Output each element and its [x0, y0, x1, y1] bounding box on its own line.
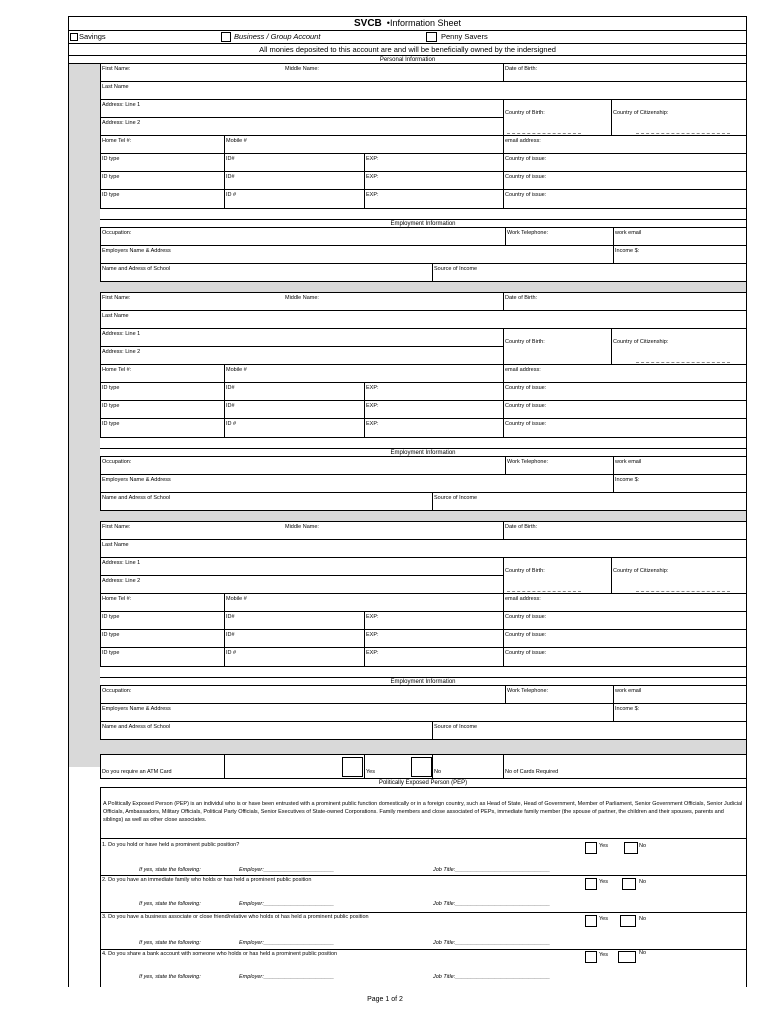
home-tel-label: Home Tel #: — [102, 367, 132, 373]
last-name-field[interactable] — [101, 311, 747, 328]
address-line-2-label: Address: Line 2 — [102, 349, 141, 355]
id-exp-label: EXP: — [366, 385, 379, 391]
country-of-citizenship-label: Country of Citizenship: — [613, 339, 669, 345]
id-type-field[interactable] — [101, 612, 224, 629]
country-of-issue-label: Country of issue: — [505, 156, 547, 162]
pep-q3-employer-field[interactable]: Employer:_______________________ — [239, 940, 335, 946]
id-number-field[interactable] — [224, 383, 364, 400]
id-exp-field[interactable] — [364, 190, 503, 208]
mobile-label: Mobile # — [226, 367, 247, 373]
id-number-label: ID # — [226, 192, 237, 198]
pep-q1-job-title-field[interactable]: Job Title:_______________________________ — [433, 867, 551, 873]
pep-q1-text: 1. Do you hold or have held a prominent public position? — [102, 842, 240, 848]
id-exp-field[interactable] — [364, 401, 503, 418]
country-of-issue-label: Country of issue: — [505, 403, 547, 409]
school-field[interactable] — [101, 722, 432, 739]
country-of-issue-field[interactable] — [503, 612, 747, 629]
atm-no-cell — [432, 755, 503, 778]
id-number-field[interactable] — [224, 419, 364, 437]
work-telephone-label: Work Telephone: — [507, 688, 549, 694]
id-number-label: ID# — [226, 156, 235, 162]
country-of-issue-field[interactable] — [503, 172, 747, 189]
income-field[interactable] — [613, 475, 747, 492]
id-exp-label: EXP: — [366, 614, 379, 620]
id-number-field[interactable] — [224, 612, 364, 629]
country-of-issue-label: Country of issue: — [505, 632, 547, 638]
country-of-citizenship-label: Country of Citizenship: — [613, 110, 669, 116]
home-tel-field[interactable] — [101, 365, 224, 382]
work-email-field[interactable] — [613, 686, 747, 703]
id-exp-label: EXP: — [366, 192, 379, 198]
applicant-1-employment — [100, 228, 746, 282]
title-bank-name: SVCB — [353, 18, 382, 29]
employer-label: Employers Name & Address — [102, 248, 171, 254]
occupation-field[interactable] — [101, 228, 505, 245]
middle-name-label: Middle Name: — [285, 295, 319, 301]
income-field[interactable] — [613, 246, 747, 263]
country-of-issue-label: Country of issue: — [505, 385, 547, 391]
middle-name-label: Middle Name: — [285, 66, 319, 72]
work-email-field[interactable] — [613, 228, 747, 245]
pep-q3-yes-label: Yes — [599, 916, 608, 922]
pep-q4-employer-field[interactable]: Employer:_______________________ — [239, 974, 335, 980]
source-of-income-field[interactable] — [432, 493, 747, 510]
applicant-2-employment — [100, 457, 746, 511]
pep-q2-no-checkbox[interactable] — [622, 878, 636, 890]
address-line-1-label: Address: Line 1 — [102, 102, 141, 108]
occupation-label: Occupation: — [102, 459, 132, 465]
id-number-label: ID# — [226, 403, 235, 409]
middle-name-field[interactable] — [284, 522, 484, 539]
applicant-3-employment — [100, 686, 746, 740]
employer-label: Employers Name & Address — [102, 477, 171, 483]
title-bullet: • — [384, 18, 390, 28]
mobile-field[interactable] — [224, 594, 503, 611]
pep-q4-no-checkbox[interactable] — [618, 951, 636, 963]
id-exp-field[interactable] — [364, 648, 503, 666]
cards-required-field[interactable] — [503, 755, 747, 778]
id-type-field[interactable] — [101, 383, 224, 400]
id-number-field[interactable] — [224, 190, 364, 208]
last-name-label: Last Name — [102, 542, 129, 548]
personal-info-heading: Personal Information — [69, 55, 746, 64]
atm-no-checkbox[interactable] — [411, 757, 432, 777]
pep-q2-text: 2. Do you have an immediate family who holds or has held a prominent public position — [102, 877, 312, 883]
pep-q3-yes-checkbox[interactable] — [585, 915, 597, 927]
pep-q4-no-label: No — [639, 950, 647, 956]
id-type-label: ID type — [102, 385, 120, 391]
home-tel-label: Home Tel #: — [102, 596, 132, 602]
pep-q1-no-checkbox[interactable] — [624, 842, 638, 854]
work-email-field[interactable] — [613, 457, 747, 474]
dob-label: Date of Birth: — [505, 524, 538, 530]
penny-savers-label: Penny Savers — [441, 32, 488, 41]
country-of-issue-field[interactable] — [503, 190, 747, 208]
pep-q2-if-yes: If yes, state the following: — [139, 901, 201, 907]
home-tel-field[interactable] — [101, 594, 224, 611]
income-label: Income $: — [615, 477, 640, 483]
id-exp-field[interactable] — [364, 612, 503, 629]
employer-field[interactable] — [101, 475, 613, 492]
pep-q3-text: 3. Do you have a business associate or close friend/relative who holds ot has held a prominent public position — [102, 914, 369, 920]
pep-q1-if-yes: If yes, state the following: — [139, 867, 201, 873]
pep-q2-yes-label: Yes — [599, 879, 608, 885]
side-column — [69, 55, 100, 767]
cards-required-label: No of Cards Required — [505, 769, 559, 775]
income-label: Income $: — [615, 706, 640, 712]
employer-label: Employers Name & Address — [102, 706, 171, 712]
id-number-field[interactable] — [224, 154, 364, 171]
address-line-1-label: Address: Line 1 — [102, 560, 141, 566]
id-type-label: ID type — [102, 192, 120, 198]
country-of-issue-label: Country of issue: — [505, 650, 547, 656]
atm-no-label: No — [434, 769, 442, 775]
id-type-label: ID type — [102, 614, 120, 620]
id-exp-field[interactable] — [364, 630, 503, 647]
source-of-income-label: Source of Income — [434, 724, 478, 730]
id-exp-label: EXP: — [366, 156, 379, 162]
work-telephone-label: Work Telephone: — [507, 459, 549, 465]
school-label: Name and Adress of School — [102, 266, 171, 272]
work-email-label: work email — [615, 688, 642, 694]
mobile-field[interactable] — [224, 365, 503, 382]
pep-q2-no-label: No — [639, 879, 647, 885]
id-type-label: ID type — [102, 403, 120, 409]
id-number-label: ID# — [226, 614, 235, 620]
pep-q1-yes-checkbox[interactable] — [585, 842, 597, 854]
pep-q1-yes-label: Yes — [599, 843, 608, 849]
applicant-3-personal — [100, 522, 746, 667]
last-name-label: Last Name — [102, 84, 129, 90]
country-of-issue-field[interactable] — [503, 401, 747, 418]
id-type-field[interactable] — [101, 419, 224, 437]
pep-definition: A Politically Exposed Person (PEP) is an individul who is or have been entrusted with a prominent public function domestically or in a foreign country, such as Head of State, Head of Government, Member of Parliament, Senior Government Officials, Senior Judicial Officials, Ambassadors, Military Officials, Political Party Officials, Senior Executives of State-owned Corporations. Family members and close associated of PEPs, immediate family member (the spouse of partner, the children and their spouses, parents and siblings) as well as other close associates. — [103, 801, 743, 823]
id-number-field[interactable] — [224, 172, 364, 189]
last-name-field[interactable] — [101, 540, 747, 557]
id-exp-label: EXP: — [366, 421, 379, 427]
last-name-label: Last Name — [102, 313, 129, 319]
country-of-issue-field[interactable] — [503, 383, 747, 400]
dob-field[interactable] — [503, 522, 747, 539]
id-type-field[interactable] — [101, 401, 224, 418]
pep-section — [100, 788, 746, 987]
business-account-checkbox[interactable] — [221, 32, 231, 42]
page-number: Page 1 of 2 — [367, 996, 403, 1003]
work-telephone-field[interactable] — [505, 457, 613, 474]
source-of-income-label: Source of Income — [434, 266, 478, 272]
id-type-label: ID type — [102, 632, 120, 638]
dob-field[interactable] — [503, 64, 747, 81]
country-of-birth-label: Country of Birth: — [505, 568, 545, 574]
address-line-1-label: Address: Line 1 — [102, 331, 141, 337]
pep-q3-no-label: No — [639, 916, 647, 922]
occupation-field[interactable] — [101, 686, 505, 703]
id-number-label: ID# — [226, 385, 235, 391]
email-label: email address: — [505, 367, 541, 373]
email-field[interactable] — [503, 594, 747, 611]
id-number-label: ID# — [226, 632, 235, 638]
income-field[interactable] — [613, 704, 747, 721]
school-label: Name and Adress of School — [102, 495, 171, 501]
penny-savers-checkbox[interactable] — [426, 32, 437, 42]
pep-question-3 — [101, 913, 746, 950]
pep-question-2 — [101, 876, 746, 913]
pep-question-1 — [101, 839, 746, 876]
employment-info-heading: Employment Information — [100, 219, 746, 228]
school-label: Name and Adress of School — [102, 724, 171, 730]
id-number-field[interactable] — [224, 630, 364, 647]
address-line-1-field[interactable] — [101, 558, 503, 576]
country-of-issue-field[interactable] — [503, 630, 747, 647]
id-exp-field[interactable] — [364, 154, 503, 171]
title-text: Information Sheet — [389, 18, 461, 28]
first-name-label: First Name: — [102, 295, 131, 301]
address-line-2-field[interactable] — [101, 118, 503, 135]
source-of-income-field[interactable] — [432, 722, 747, 739]
home-tel-field[interactable] — [101, 136, 224, 153]
source-of-income-field[interactable] — [432, 264, 747, 281]
id-exp-field[interactable] — [364, 172, 503, 189]
business-account-label: Business / Group Account — [234, 32, 321, 41]
country-of-citizenship-label: Country of Citizenship: — [613, 568, 669, 574]
occupation-label: Occupation: — [102, 230, 132, 236]
id-exp-label: EXP: — [366, 650, 379, 656]
country-of-issue-field[interactable] — [503, 419, 747, 437]
id-type-label: ID type — [102, 156, 120, 162]
pep-q1-employer-field[interactable]: Employer:_______________________ — [239, 867, 335, 873]
first-name-label: First Name: — [102, 524, 131, 530]
mobile-label: Mobile # — [226, 138, 247, 144]
pep-question-4 — [101, 950, 746, 987]
pep-q3-if-yes: If yes, state the following: — [139, 940, 201, 946]
employment-info-heading: Employment Information — [100, 677, 746, 686]
id-exp-label: EXP: — [366, 632, 379, 638]
school-field[interactable] — [101, 493, 432, 510]
address-line-2-field[interactable] — [101, 576, 503, 593]
id-exp-field[interactable] — [364, 383, 503, 400]
id-type-field[interactable] — [101, 630, 224, 647]
address-line-1-field[interactable] — [101, 100, 503, 118]
country-of-issue-field[interactable] — [503, 154, 747, 171]
information-sheet — [68, 16, 747, 987]
dob-field[interactable] — [503, 293, 747, 310]
id-number-field[interactable] — [224, 401, 364, 418]
home-tel-label: Home Tel #: — [102, 138, 132, 144]
pep-q4-yes-label: Yes — [599, 952, 608, 958]
atm-question — [101, 755, 224, 778]
middle-name-field[interactable] — [284, 64, 484, 81]
id-number-label: ID # — [226, 650, 237, 656]
employment-info-heading: Employment Information — [100, 448, 746, 457]
pep-q4-yes-checkbox[interactable] — [585, 951, 597, 963]
pep-q4-if-yes: If yes, state the following: — [139, 974, 201, 980]
occupation-field[interactable] — [101, 457, 505, 474]
occupation-label: Occupation: — [102, 688, 132, 694]
work-telephone-field[interactable] — [505, 228, 613, 245]
email-label: email address: — [505, 596, 541, 602]
email-field[interactable] — [503, 136, 747, 153]
section-separator — [100, 282, 746, 293]
employer-field[interactable] — [101, 704, 613, 721]
employer-field[interactable] — [101, 246, 613, 263]
pep-q4-job-title-field[interactable]: Job Title:_______________________________ — [433, 974, 551, 980]
atm-yes-label: Yes — [366, 769, 375, 775]
mobile-field[interactable] — [224, 136, 503, 153]
country-of-birth-label: Country of Birth: — [505, 339, 545, 345]
id-type-field[interactable] — [101, 648, 224, 666]
country-of-issue-label: Country of issue: — [505, 614, 547, 620]
email-field[interactable] — [503, 365, 747, 382]
id-exp-label: EXP: — [366, 403, 379, 409]
source-of-income-label: Source of Income — [434, 495, 478, 501]
atm-section — [100, 755, 746, 779]
address-line-1-field[interactable] — [101, 329, 503, 347]
country-of-issue-label: Country of issue: — [505, 421, 547, 427]
id-type-label: ID type — [102, 174, 120, 180]
section-separator — [100, 511, 746, 522]
pep-heading: Politically Exposed Person (PEP) — [100, 779, 746, 788]
work-telephone-field[interactable] — [505, 686, 613, 703]
email-label: email address: — [505, 138, 541, 144]
pep-q2-yes-checkbox[interactable] — [585, 878, 597, 890]
mobile-label: Mobile # — [226, 596, 247, 602]
id-type-label: ID type — [102, 650, 120, 656]
country-of-birth-label: Country of Birth: — [505, 110, 545, 116]
last-name-field[interactable] — [101, 82, 747, 99]
id-exp-field[interactable] — [364, 419, 503, 437]
pep-q2-job-title-field[interactable]: Job Title:_______________________________ — [433, 901, 551, 907]
id-number-label: ID# — [226, 174, 235, 180]
pep-q3-job-title-field[interactable]: Job Title:_______________________________ — [433, 940, 551, 946]
address-line-2-field[interactable] — [101, 347, 503, 364]
form-title — [69, 17, 746, 31]
middle-name-field[interactable] — [284, 293, 484, 310]
atm-yes-checkbox[interactable] — [342, 757, 363, 777]
id-exp-label: EXP: — [366, 174, 379, 180]
savings-checkbox[interactable] — [70, 33, 78, 41]
work-telephone-label: Work Telephone: — [507, 230, 549, 236]
income-label: Income $: — [615, 248, 640, 254]
pep-q1-no-label: No — [639, 843, 647, 849]
first-name-label: First Name: — [102, 66, 131, 72]
work-email-label: work email — [615, 230, 642, 236]
dob-label: Date of Birth: — [505, 295, 538, 301]
address-line-2-label: Address: Line 2 — [102, 578, 141, 584]
applicant-1-personal — [100, 64, 746, 209]
work-email-label: work email — [615, 459, 642, 465]
pep-q2-employer-field[interactable]: Employer:_______________________ — [239, 901, 335, 907]
middle-name-label: Middle Name: — [285, 524, 319, 530]
id-type-field[interactable] — [101, 154, 224, 171]
id-number-field[interactable] — [224, 648, 364, 666]
section-separator — [100, 740, 746, 755]
atm-question-label: Do you require an ATM Card — [102, 769, 172, 775]
applicant-2-personal — [100, 293, 746, 438]
dob-label: Date of Birth: — [505, 66, 538, 72]
pep-q3-no-checkbox[interactable] — [620, 915, 636, 927]
pep-q4-text: 4. Do you share a bank account with someone who holds or has held a prominent public position — [102, 951, 338, 957]
country-of-issue-label: Country of issue: — [505, 174, 547, 180]
id-type-field[interactable] — [101, 172, 224, 189]
country-of-issue-label: Country of issue: — [505, 192, 547, 198]
school-field[interactable] — [101, 264, 432, 281]
id-type-label: ID type — [102, 421, 120, 427]
id-number-label: ID # — [226, 421, 237, 427]
address-line-2-label: Address: Line 2 — [102, 120, 141, 126]
id-type-field[interactable] — [101, 190, 224, 208]
ownership-notice: All monies deposited to this account are and will be beneficially owned by the indersigned — [69, 43, 746, 56]
savings-label: Savings — [79, 32, 106, 41]
country-of-issue-field[interactable] — [503, 648, 747, 666]
